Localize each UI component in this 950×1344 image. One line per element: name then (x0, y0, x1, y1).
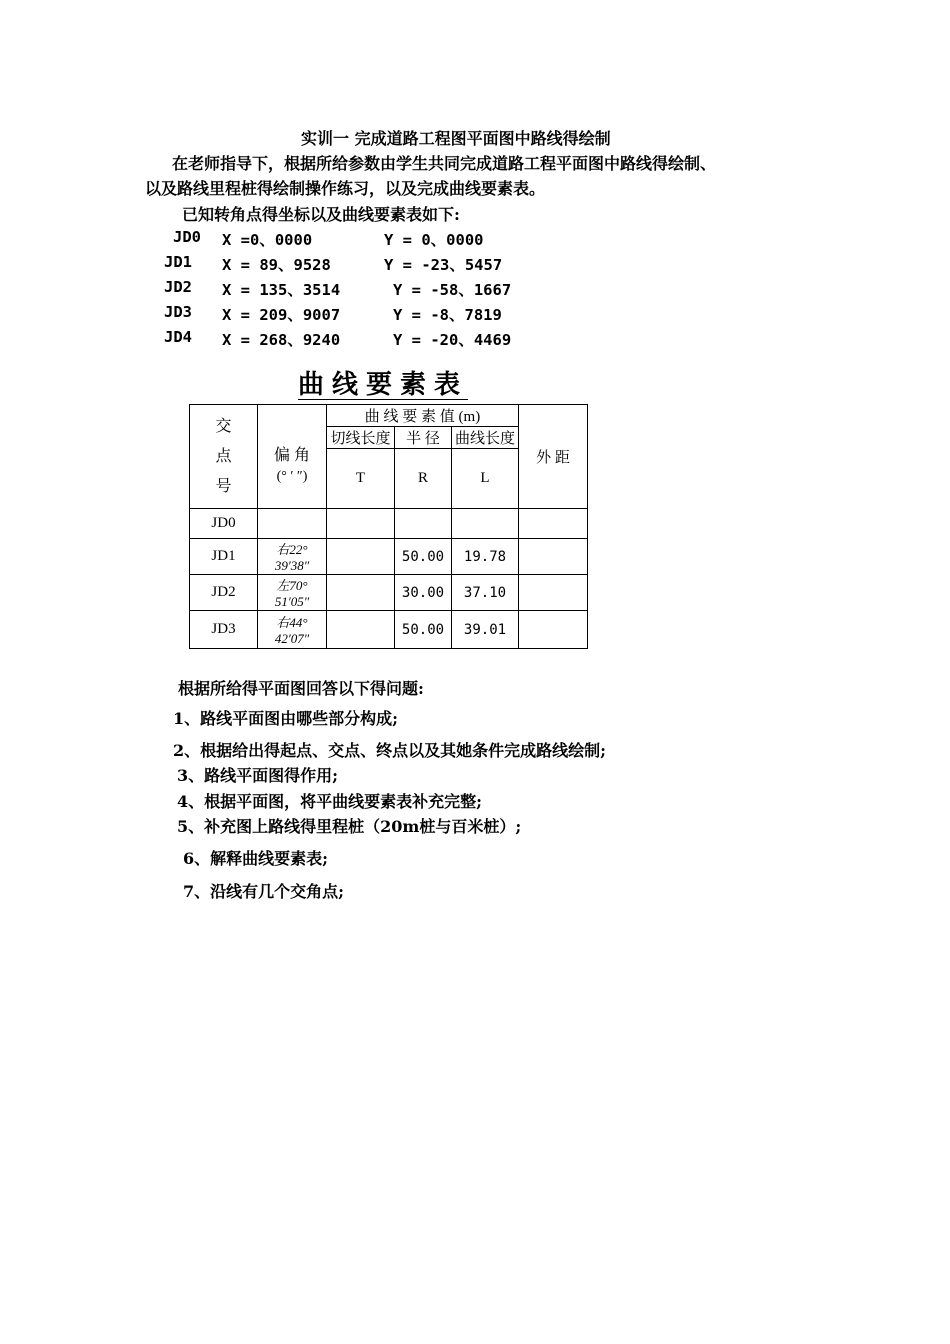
cell-t (327, 509, 395, 539)
header-curve: 曲线长度 (452, 427, 519, 449)
cell-t (327, 611, 395, 649)
header-l: L (452, 449, 519, 509)
coord-y-jd4: Y = -20、4469 (393, 331, 512, 349)
document-title: 实训一 完成道路工程图平面图中路线得绘制 (301, 129, 611, 148)
question-5: 5、补充图上路线得里程桩（20m桩与百米桩）; (177, 817, 522, 836)
coord-x-jd1: X = 89、9528 (222, 256, 331, 274)
cell-angle: 右22° 39′38″ (258, 539, 327, 575)
header-tangent: 切线长度 (327, 427, 395, 449)
cell-angle (258, 509, 327, 539)
header-radius: 半 径 (395, 427, 452, 449)
cell-angle: 左70° 51′05″ (258, 575, 327, 611)
cell-r: 50.00 (395, 611, 452, 649)
header-group: 曲 线 要 素 值 (m) (327, 405, 519, 427)
table-row (190, 539, 588, 575)
coord-x-jd0: X =0、0000 (222, 231, 313, 249)
cell-jd: JD3 (190, 611, 258, 649)
cell-l: 39.01 (452, 611, 519, 649)
question-7: 7、沿线有几个交角点; (183, 882, 345, 901)
cell-r (395, 509, 452, 539)
coord-x-jd3: X = 209、9007 (222, 306, 341, 324)
cell-r: 30.00 (395, 575, 452, 611)
coord-name-jd1: JD1 (164, 253, 192, 271)
question-2: 2、根据给出得起点、交点、终点以及其她条件完成路线绘制; (173, 741, 607, 760)
coord-name-jd2: JD2 (164, 278, 192, 296)
cell-jd: JD0 (190, 509, 258, 539)
curve-elements-table (189, 404, 588, 649)
coord-x-jd2: X = 135、3514 (222, 281, 341, 299)
question-1: 1、路线平面图由哪些部分构成; (173, 709, 399, 728)
intro-line-1: 在老师指导下，根据所给参数由学生共同完成道路工程平面图中路线得绘制、 (172, 154, 717, 173)
cell-l: 37.10 (452, 575, 519, 611)
cell-r: 50.00 (395, 539, 452, 575)
header-angle-label: 偏 角 (273, 447, 310, 464)
intro-line-3: 已知转角点得坐标以及曲线要素表如下: (182, 205, 460, 224)
table-row (190, 611, 588, 649)
header-angle (258, 405, 327, 509)
cell-e (519, 539, 588, 575)
coord-y-jd3: Y = -8、7819 (393, 306, 502, 324)
header-jd-char-1: 交 (215, 417, 232, 435)
coord-name-jd3: JD3 (164, 303, 192, 321)
header-jd-char-3: 号 (215, 477, 232, 495)
intro-line-2: 以及路线里程桩得绘制操作练习，以及完成曲线要素表。 (145, 179, 546, 198)
cell-e (519, 575, 588, 611)
question-4: 4、根据平面图，将平曲线要素表补充完整; (177, 792, 483, 811)
header-t: T (327, 449, 395, 509)
cell-l: 19.78 (452, 539, 519, 575)
cell-t (327, 575, 395, 611)
cell-l (452, 509, 519, 539)
questions-intro: 根据所给得平面图回答以下得问题: (178, 679, 424, 698)
coord-y-jd2: Y = -58、1667 (393, 281, 512, 299)
table-title: 曲线要素表 (298, 370, 469, 400)
header-r: R (395, 449, 452, 509)
header-angle-unit: (° ′ ″) (276, 469, 308, 484)
cell-e (519, 611, 588, 649)
cell-jd: JD2 (190, 575, 258, 611)
table-row (190, 575, 588, 611)
coord-name-jd0: JD0 (173, 228, 201, 246)
table-row (190, 509, 588, 539)
coord-x-jd4: X = 268、9240 (222, 331, 341, 349)
coord-y-jd1: Y = -23、5457 (384, 256, 503, 274)
question-6: 6、解释曲线要素表; (183, 849, 329, 868)
cell-angle: 右44° 42′07″ (258, 611, 327, 649)
header-external: 外 距 (519, 405, 588, 509)
header-jd (190, 405, 258, 509)
question-3: 3、路线平面图得作用; (177, 766, 339, 785)
cell-e (519, 509, 588, 539)
cell-t (327, 539, 395, 575)
cell-jd: JD1 (190, 539, 258, 575)
header-jd-char-2: 点 (215, 447, 232, 465)
coord-y-jd0: Y = 0、0000 (384, 231, 484, 249)
coord-name-jd4: JD4 (164, 328, 192, 346)
